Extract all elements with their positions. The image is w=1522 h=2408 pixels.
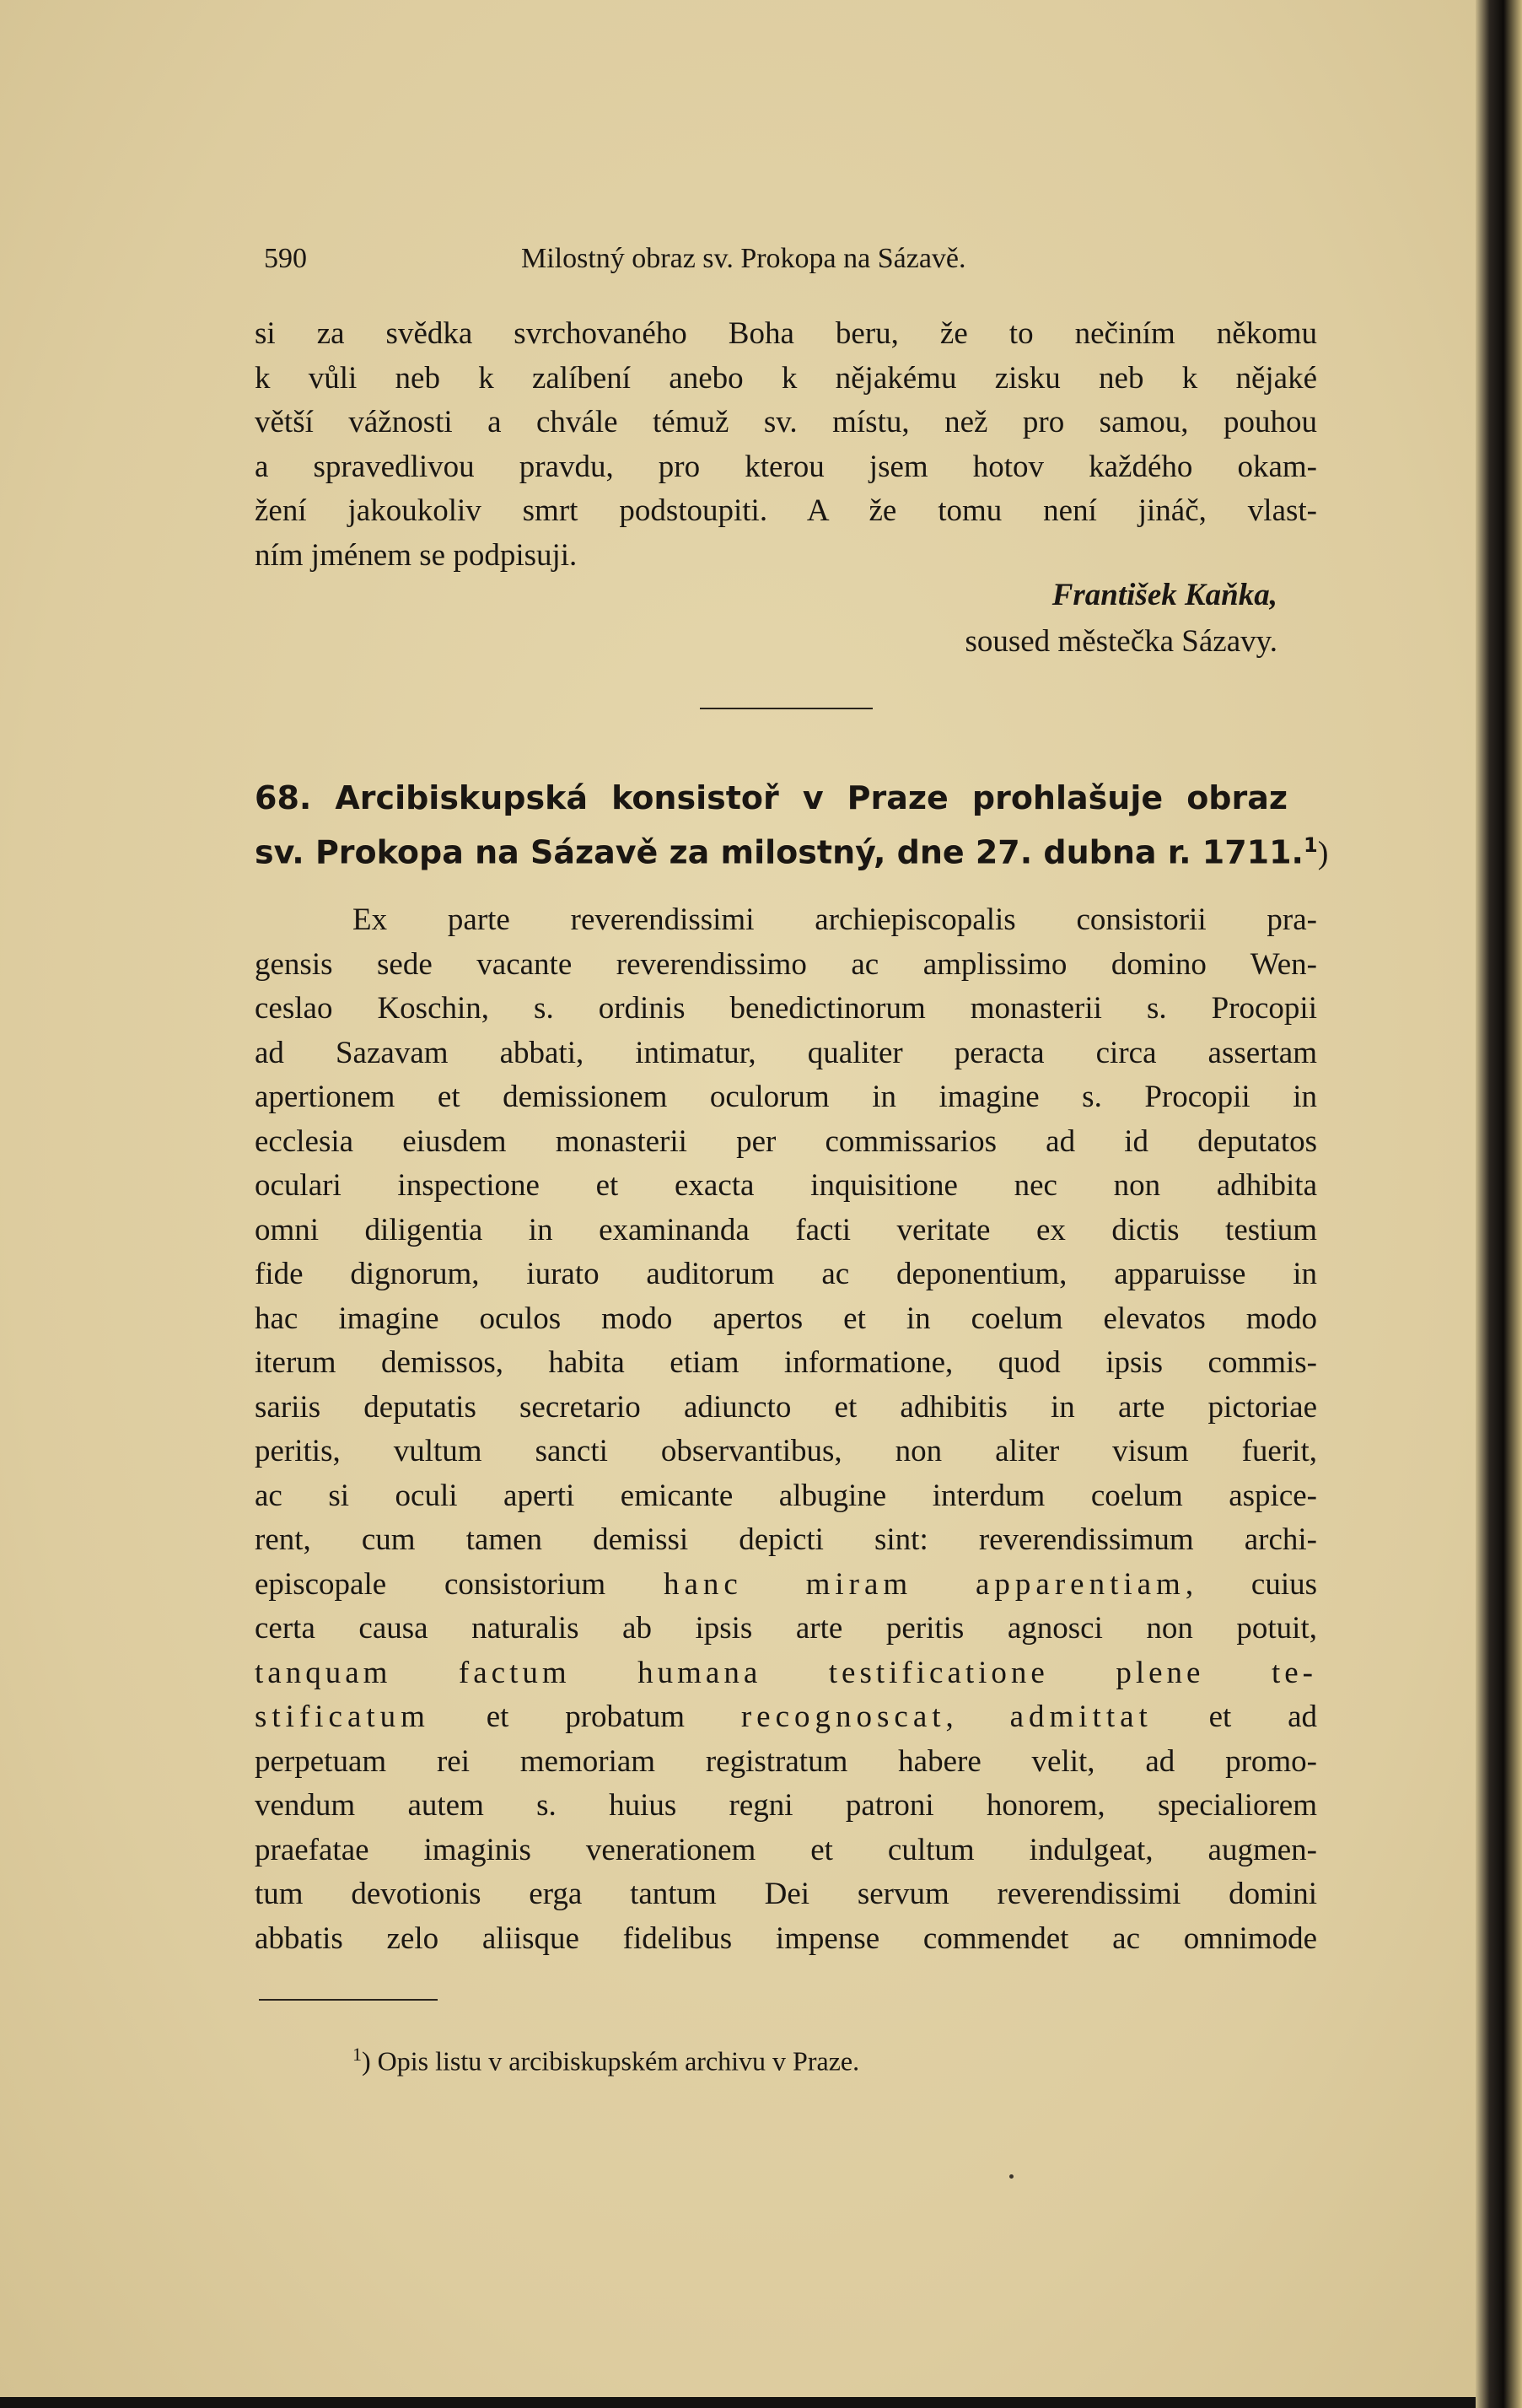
text-line: certa causa naturalis ab ipsis arte peritis agnosci non potuit, xyxy=(255,1611,1317,1646)
section-heading xyxy=(255,774,1329,877)
text-line: a spravedlivou pravdu, pro kterou jsem hotov každého okam- xyxy=(255,449,1317,484)
text-line: si za svědka svrchovaného Boha beru, že to nečiním někomu xyxy=(255,316,1317,351)
text-line: praefatae imaginis venerationem et cultum indulgeat, augmen- xyxy=(255,1832,1317,1867)
text-line: apertionem et demissionem oculorum in imagine s. Procopii in xyxy=(255,1080,1317,1114)
paper-speck xyxy=(1009,2174,1014,2179)
text-line: žení jakoukoliv smrt podstoupiti. A že tomu není jináč, vlast- xyxy=(255,493,1317,528)
text-line: perpetuam rei memoriam registratum habere velit, ad promo- xyxy=(255,1743,1317,1779)
signature-role: soused městečka Sázavy. xyxy=(965,624,1277,659)
heading-line-1: 68. Arcibiskupská konsistoř v Praze prohlašuje obraz xyxy=(255,779,1288,816)
footnote-reference-paren: ) xyxy=(1317,835,1329,871)
text-line: gensis sede vacante reverendissimo ac amplissimo domino Wen- xyxy=(255,946,1317,982)
text-line: rent, cum tamen demissi depicti sint: reverendissimum archi- xyxy=(255,1522,1317,1557)
spaced-emphasis-line: tanquam factum humana testificatione plene te- xyxy=(255,1655,1317,1690)
text-line: peritis, vultum sancti observantibus, non aliter visum fuerit, xyxy=(255,1434,1317,1468)
text-line: ním jménem se podpisuji. xyxy=(255,537,578,573)
running-header xyxy=(264,238,1276,280)
signature-name: František Kaňka, xyxy=(1051,578,1277,612)
spaced-emphasis: stificatum xyxy=(255,1700,430,1734)
text-line: Ex parte reverendissimi archiepiscopalis consistorii pra- xyxy=(352,902,1317,937)
text-line: ac si oculi aperti emicante albugine interdum coelum aspice- xyxy=(255,1478,1317,1513)
page-number: 590 xyxy=(264,243,307,274)
footnote-marker-paren: ) xyxy=(362,2045,371,2077)
text-line xyxy=(255,1563,1317,1608)
text-line xyxy=(255,1695,1317,1740)
text-line: k vůli neb k zalíbení anebo k nějakému zisku neb k nějaké xyxy=(255,360,1317,396)
text-line: abbatis zelo aliisque fidelibus impense commendet ac omnimode xyxy=(255,1920,1317,1956)
footnote-text: Opis listu v arcibiskupském archivu v Praze. xyxy=(377,2045,860,2077)
text-line: vendum autem s. huius regni patroni honorem, specialiorem xyxy=(255,1788,1317,1823)
footnote-divider xyxy=(259,1999,438,2001)
text-line: ecclesia eiusdem monasterii per commissarios ad id deputatos xyxy=(255,1123,1317,1159)
text-line: ad Sazavam abbati, intimatur, qualiter peracta circa assertam xyxy=(255,1035,1317,1070)
text-fragment: et ad xyxy=(1152,1700,1317,1734)
paragraph-latin-decree xyxy=(255,898,1317,1961)
footnote xyxy=(352,2035,859,2081)
footnote-reference: 1 xyxy=(1303,833,1318,857)
footnote-marker: 1 xyxy=(352,2044,362,2065)
text-line: oculari inspectione et exacta inquisitione nec non adhibita xyxy=(255,1168,1317,1203)
text-line: ceslao Koschin, s. ordinis benedictinorum monasterii s. Procopii xyxy=(255,991,1317,1026)
spaced-emphasis: admittat xyxy=(1009,1700,1153,1734)
heading-line-2-text: sv. Prokopa na Sázavě za milostný, dne 27. dubna r. 1711. xyxy=(255,833,1304,871)
text-line: hac imagine oculos modo apertos et in coelum elevatos modo xyxy=(255,1301,1317,1336)
text-line: fide dignorum, iurato auditorum ac deponentium, apparuisse in xyxy=(255,1257,1317,1291)
spaced-emphasis: recognoscat xyxy=(740,1700,946,1734)
heading-line-2 xyxy=(255,822,1329,877)
paragraph-testimony xyxy=(255,312,1317,578)
book-binding-edge xyxy=(1476,0,1522,2408)
text-line: tum devotionis erga tantum Dei servum reverendissimi domini xyxy=(255,1877,1317,1911)
text-line: omni diligentia in examinanda facti veritate ex dictis testium xyxy=(255,1212,1317,1247)
text-fragment: , xyxy=(945,1700,1010,1734)
section-divider xyxy=(700,708,873,709)
spaced-emphasis: hanc miram apparentiam xyxy=(663,1566,1186,1602)
text-fragment: episcopale consistorium xyxy=(255,1566,664,1602)
text-line: větší vážnosti a chvále témuž sv. místu, než pro samou, pouhou xyxy=(255,405,1317,439)
text-fragment: , cuius xyxy=(1185,1566,1318,1602)
running-title: Milostný obraz sv. Prokopa na Sázavě. xyxy=(521,243,966,274)
text-fragment: et probatum xyxy=(429,1700,741,1734)
text-line: iterum demissos, habita etiam informatione, quod ipsis commis- xyxy=(255,1345,1317,1380)
text-line: sariis deputatis secretario adiuncto et adhibitis in arte pictoriae xyxy=(255,1389,1317,1425)
